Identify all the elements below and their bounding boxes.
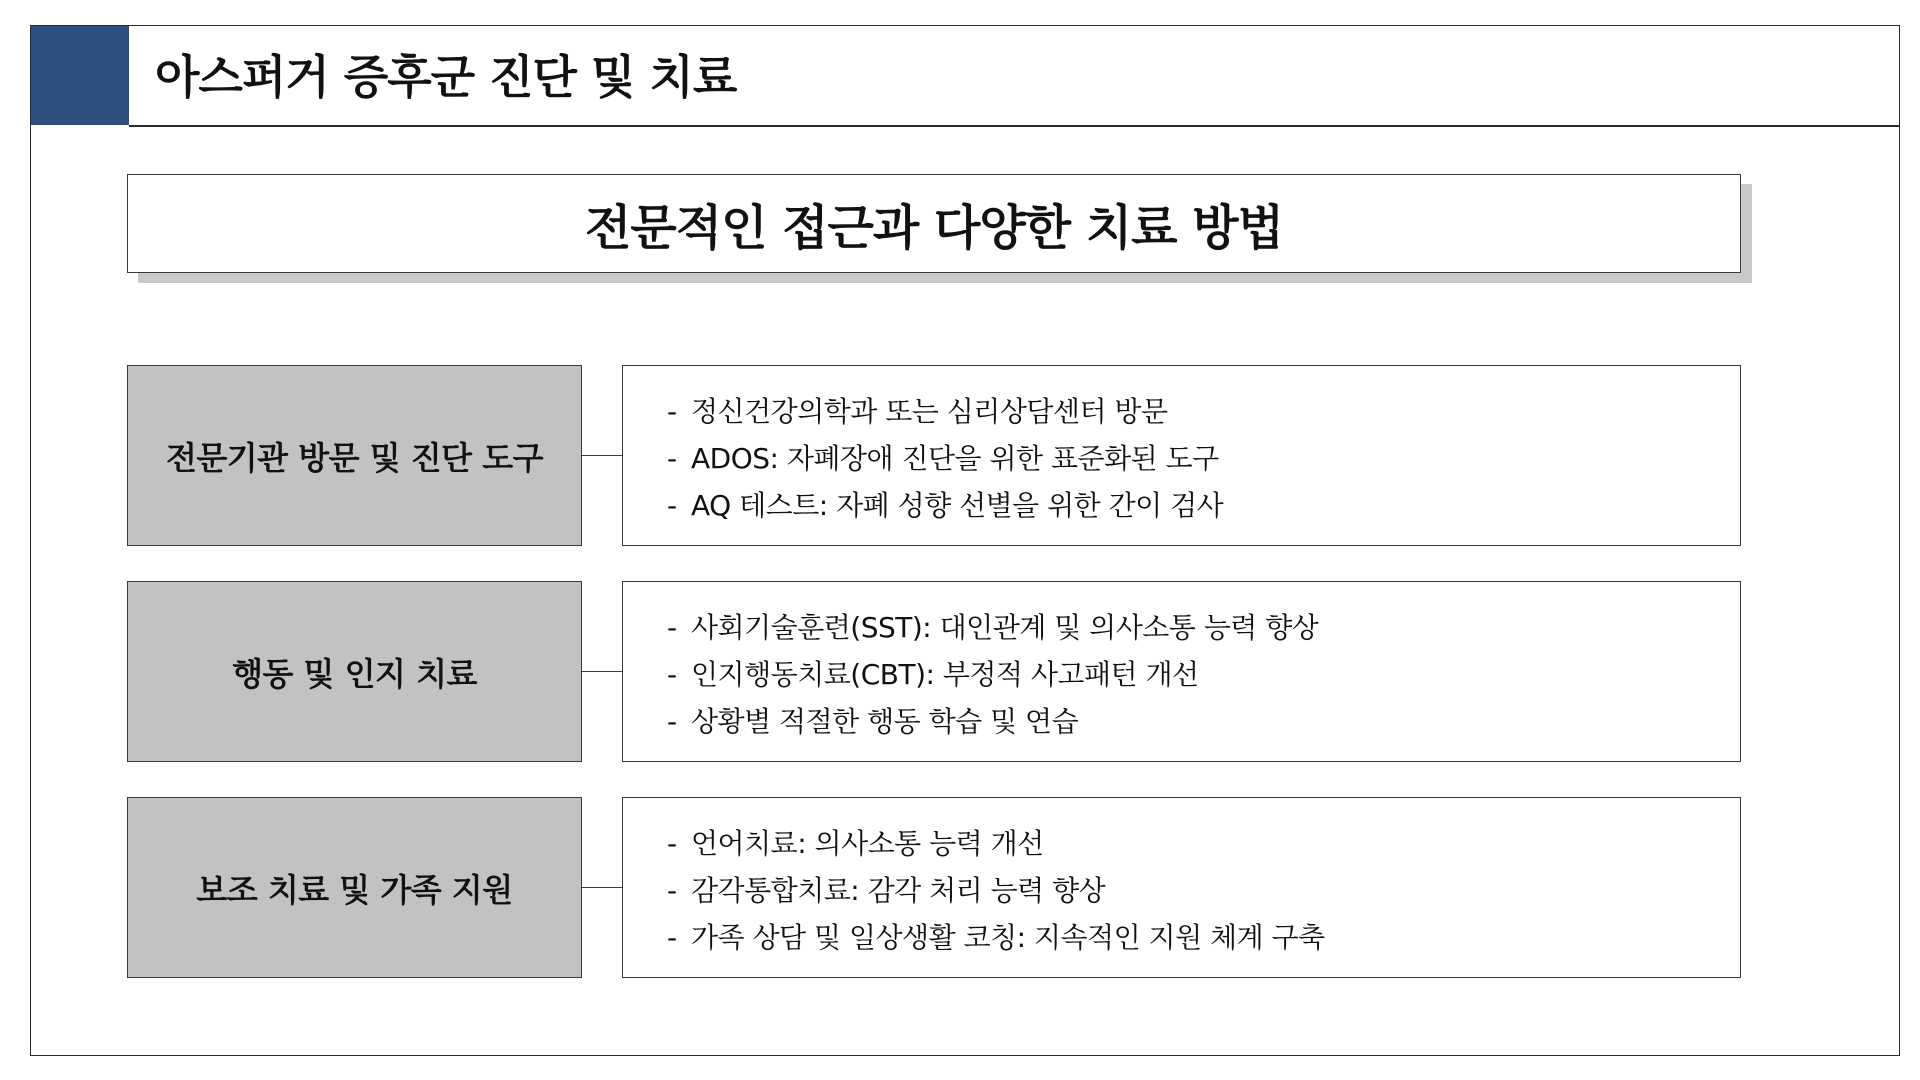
detail-text: AQ 테스트: 자폐 성향 선별을 위한 간이 검사: [691, 489, 1224, 522]
connector-line: [582, 887, 622, 888]
category-box: [127, 797, 582, 978]
detail-text: 상황별 적절한 행동 학습 및 연습: [691, 705, 1079, 738]
detail-item: [667, 388, 1740, 435]
detail-item: [667, 482, 1740, 529]
detail-item: [667, 820, 1740, 867]
detail-list: [667, 820, 1740, 961]
header-divider: [129, 125, 1899, 127]
subtitle-text: 전문적인 접근과 다양한 치료 방법: [585, 200, 1283, 256]
header-accent-bar: [31, 26, 129, 125]
bullet-dash: -: [667, 395, 677, 428]
detail-text: 언어치료: 의사소통 능력 개선: [691, 827, 1044, 860]
connector-line: [582, 455, 622, 456]
detail-text: 인지행동치료(CBT): 부정적 사고패턴 개선: [691, 658, 1199, 691]
detail-box: [622, 365, 1741, 546]
detail-item: [667, 604, 1740, 651]
bullet-dash: -: [667, 611, 677, 644]
subtitle-box: [127, 174, 1741, 273]
bullet-dash: -: [667, 921, 677, 954]
detail-item: [667, 698, 1740, 745]
bullet-dash: -: [667, 489, 677, 522]
category-label: 행동 및 인지 치료: [232, 654, 477, 693]
category-label: 보조 치료 및 가족 지원: [196, 870, 513, 909]
connector-line: [582, 671, 622, 672]
detail-list: [667, 604, 1740, 745]
detail-text: ADOS: 자폐장애 진단을 위한 표준화된 도구: [691, 442, 1219, 475]
category-box: [127, 365, 582, 546]
detail-item: [667, 435, 1740, 482]
detail-item: [667, 914, 1740, 961]
detail-text: 사회기술훈련(SST): 대인관계 및 의사소통 능력 향상: [691, 611, 1319, 644]
bullet-dash: -: [667, 874, 677, 907]
bullet-dash: -: [667, 658, 677, 691]
treatment-row: [127, 581, 1741, 762]
bullet-dash: -: [667, 827, 677, 860]
detail-box: [622, 581, 1741, 762]
detail-text: 감각통합치료: 감각 처리 능력 향상: [691, 874, 1106, 907]
bullet-dash: -: [667, 442, 677, 475]
detail-item: [667, 867, 1740, 914]
slide-title: 아스퍼거 증후군 진단 및 치료: [155, 50, 737, 104]
detail-text: 정신건강의학과 또는 심리상담센터 방문: [691, 395, 1168, 428]
detail-list: [667, 388, 1740, 529]
detail-text: 가족 상담 및 일상생활 코칭: 지속적인 지원 체계 구축: [691, 921, 1325, 954]
detail-box: [622, 797, 1741, 978]
detail-item: [667, 651, 1740, 698]
category-label: 전문기관 방문 및 진단 도구: [165, 438, 544, 477]
bullet-dash: -: [667, 705, 677, 738]
treatment-row: [127, 365, 1741, 546]
treatment-row: [127, 797, 1741, 978]
category-box: [127, 581, 582, 762]
